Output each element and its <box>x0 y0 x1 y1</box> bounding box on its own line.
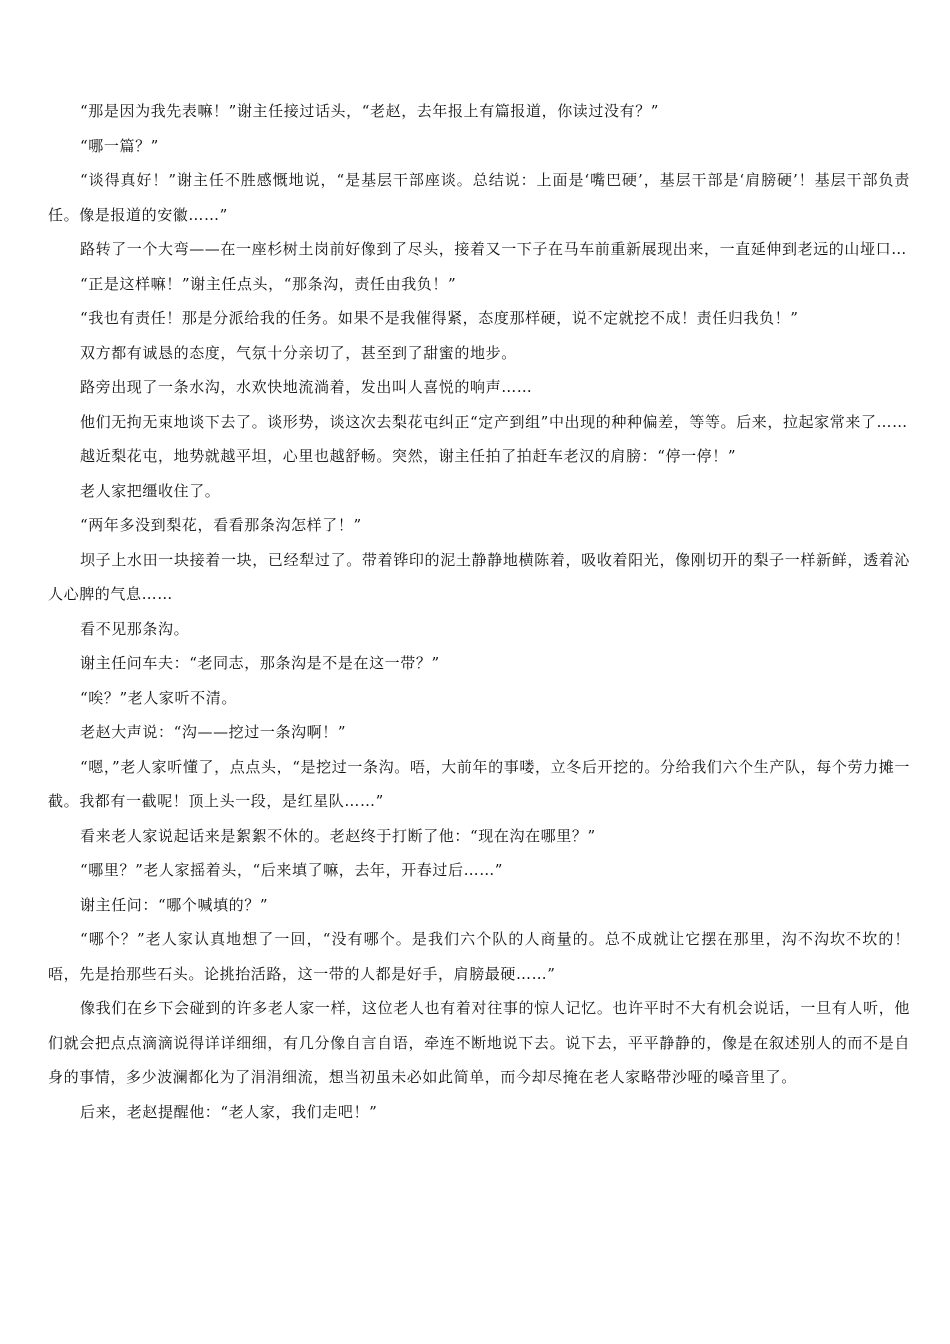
paragraph: “哪个？”老人家认真地想了一回，“没有哪个。是我们六个队的人商量的。总不成就让它摆在那里，沟不沟坎不坎的！唔，先是抬那些石头。论挑抬活路，这一带的人都是好手，肩膀最硬……” <box>48 930 910 983</box>
paragraph: 像我们在乡下会碰到的许多老人家一样，这位老人也有着对往事的惊人记忆。也许平时不大有机会说话，一旦有人听，他们就会把点点滴滴说得详详细细，有几分像自言自语，牵连不断地说下去。说下去，平平静静的，像是在叙述别人的而不是自身的事情，多少波澜都化为了涓涓细流，想当初虽未必如此简单，而今却尽掩在老人家略带沙哑的嗓音里了。 <box>48 999 910 1086</box>
paragraph: 谢主任问车夫：“老同志，那条沟是不是在这一带？” <box>80 654 440 672</box>
paragraph: 谢主任问：“哪个喊填的？” <box>80 895 269 914</box>
paragraph: 双方都有诚恳的态度，气氛十分亲切了，甚至到了甜蜜的地步。 <box>80 343 517 362</box>
paragraph: 看不见那条沟。 <box>80 619 190 638</box>
paragraph: “我也有责任！那是分派给我的任务。如果不是我催得紧，态度那样硬，说不定就挖不成！责任归我负！” <box>80 309 799 327</box>
paragraph: 他们无拘无束地谈下去了。谈形势，谈这次去梨花屯纠正“定产到组”中出现的种种偏差，等等。后来，拉起家常来了…… <box>80 412 908 431</box>
paragraph: 越近梨花屯，地势就越平坦，心里也越舒畅。突然，谢主任拍了拍赶车老汉的肩膀：“停一停！” <box>80 447 737 465</box>
paragraph: “两年多没到梨花，看看那条沟怎样了！” <box>80 516 362 534</box>
paragraph: 路转了一个大弯——在一座杉树土岗前好像到了尽头，接着又一下子在马车前重新展现出来，一直延伸到老远的山垭口… <box>80 240 907 258</box>
paragraph: 老赵大声说：“沟——挖过一条沟啊！” <box>80 723 347 741</box>
paragraph: “正是这样嘛！”谢主任点头，“那条沟，责任由我负！” <box>80 274 457 293</box>
paragraph: 后来，老赵提醒他：“老人家，我们走吧！” <box>80 1102 378 1121</box>
paragraph: “嗯，”老人家听懂了，点点头，“是挖过一条沟。唔，大前年的事喽，立冬后开挖的。分给我们六个生产队，每个劳力摊一截。我都有一截呢！顶上头一段，是红星队……” <box>48 757 910 810</box>
paragraph: 老人家把缰收住了。 <box>80 481 221 500</box>
paragraph: 看来老人家说起话来是絮絮不休的。老赵终于打断了他：“现在沟在哪里？” <box>80 826 596 845</box>
paragraph: 路旁出现了一条水沟，水欢快地流淌着，发出叫人喜悦的响声…… <box>80 378 533 396</box>
paragraph: 坝子上水田一块接着一块，已经犁过了。带着铧印的泥土静静地横陈着，吸收着阳光，像刚切开的梨子一样新鲜，透着沁人心脾的气息…… <box>48 550 910 603</box>
article-body <box>48 94 910 1129</box>
paragraph: “那是因为我先表嘛！”谢主任接过话头，“老赵，去年报上有篇报道，你读过没有？” <box>80 102 660 120</box>
paragraph: “谈得真好！”谢主任不胜感慨地说，“是基层干部座谈。总结说：上面是‘嘴巴硬’，基层干部是‘肩膀硬’！基层干部负责任。像是报道的安徽……” <box>48 171 910 224</box>
paragraph: “唉？”老人家听不清。 <box>80 688 237 707</box>
paragraph: “哪里？”老人家摇着头，“后来填了嘛，去年，开春过后……” <box>80 861 504 879</box>
paragraph: “哪一篇？” <box>80 136 159 155</box>
